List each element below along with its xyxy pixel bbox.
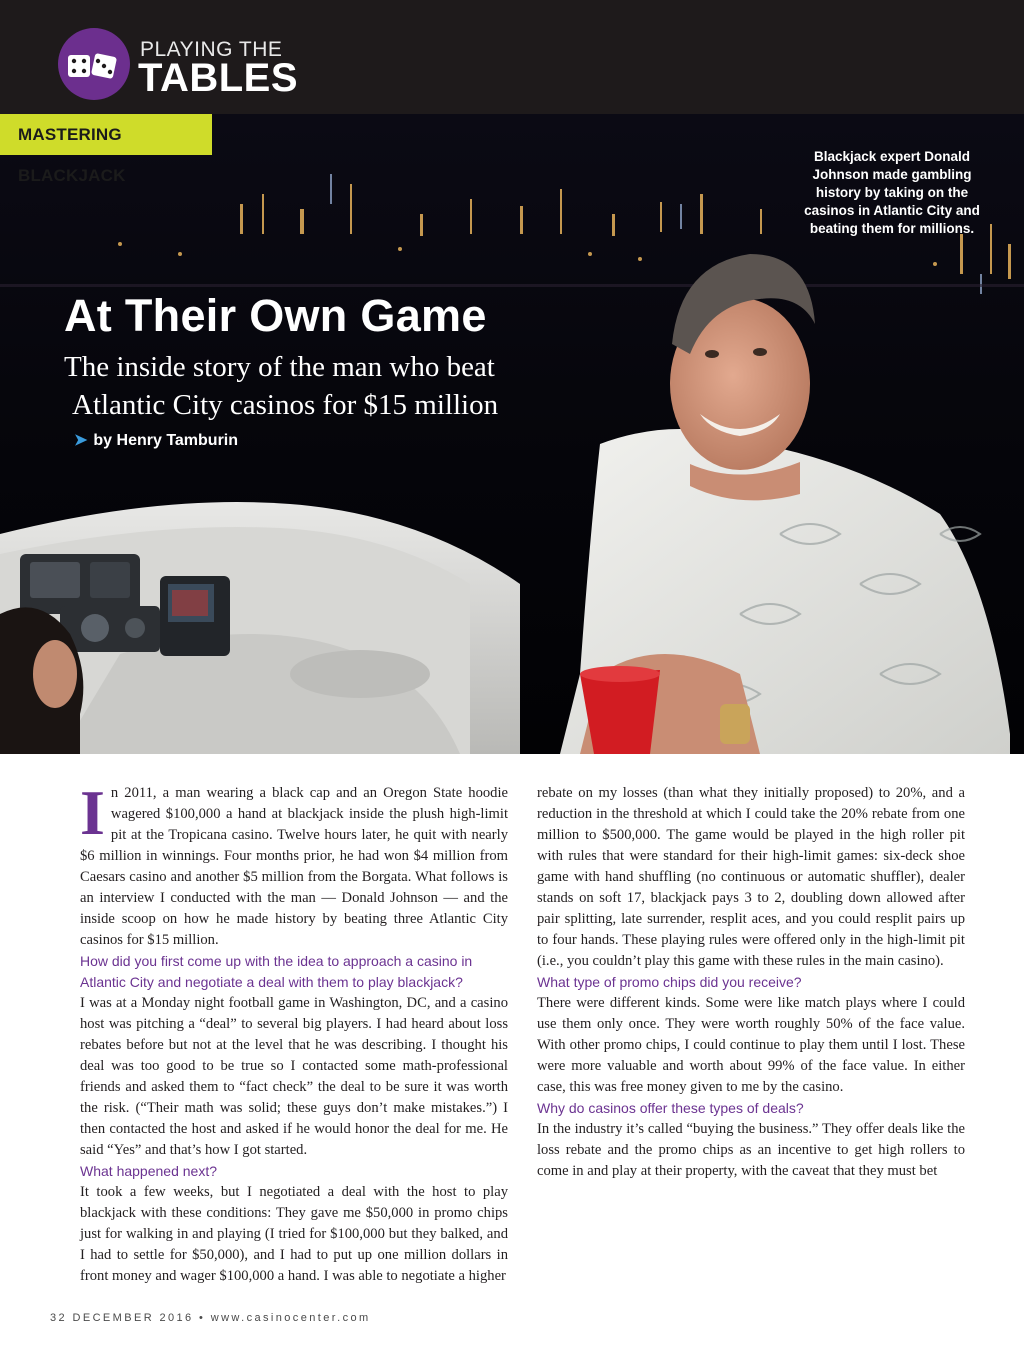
section-tag: MASTERING BLACKJACK	[0, 114, 212, 155]
question-1: How did you first come up with the idea to approach a casino in Atlantic City and negotiate a deal with them to play blackjack?	[80, 953, 473, 990]
answer-4: In the industry it’s called “buying the business.” They offer deals like the loss rebate and the promo chips as an incentive to get high rollers to come in and play at their property, with the caveat that they must bet	[537, 1121, 965, 1179]
article-title: At Their Own Game	[64, 290, 487, 341]
answer-3: There were different kinds. Some were like match plays where I could use them only once. They were worth roughly 50% of the face value. With other promo chips, I could continue to play them until I lost. These were more valuable and worth about 99% of the face value. In either case, this was free money given to me by the casino.	[537, 995, 965, 1095]
logo-text-big: TABLES	[138, 56, 299, 100]
question-4: Why do casinos offer these types of deals?	[537, 1100, 804, 1116]
page-footer: 32 DECEMBER 2016 • www.casinocenter.com	[50, 1312, 371, 1324]
drop-cap: I	[80, 777, 105, 848]
answer-2-continued: rebate on my losses (than what they initially proposed) to 20%, and a reduction in the threshold at which I could take the 20% rebate from one million to $500,000. The game would be played in the high roller pit with rules that were standard for their high-limit games: six-deck shoe game with hand shuffling (no continuous or automatic shuffler), dealer stands on soft 17, blackjack pays 3 to 2, doubling down allowed after pair splitting, late surrender, resplit aces, and you could resplit pairs up to four hands. These playing rules were offered only in the high-limit pit (i.e., you couldn’t play this game with these rules in the main casino).	[537, 785, 965, 969]
byline	[74, 430, 238, 450]
article-subtitle	[64, 348, 624, 424]
article-column-right	[537, 783, 965, 1182]
article-column-left	[80, 777, 508, 1287]
photo-caption: Blackjack expert Donald Johnson made gambling history by taking on the casinos in Atlantic City and beating them for millions.	[804, 149, 980, 236]
subtitle-line-2: Atlantic City casinos for $15 million	[72, 389, 499, 421]
intro-text: n 2011, a man wearing a black cap and an Oregon State hoodie wagered $100,000 a hand at blackjack inside the plush high-limit pit at the Tropicana casino. Twelve hours later, he quit with nearly $6 million in winnings. Four months prior, he had won $4 million from Caesars casino and another $5 million from the Borgata. What follows is an interview I conducted with the man — Donald Johnson — and the inside scoop on how he made history by beating three Atlantic City casinos for $15 million.	[80, 785, 508, 948]
subtitle-line-1: The inside story of the man who beat	[64, 351, 495, 383]
question-2: What happened next?	[80, 1163, 217, 1179]
answer-2: It took a few weeks, but I negotiated a deal with the host to play blackjack with these conditions: They gave me $50,000 in promo chips just for walking in and playing (I tried for $100,000 but they balked, and I had to settle for $50,000), and I had to put up one million dollars in front money and wager $100,000 a hand. I was able to negotiate a higher	[80, 1184, 508, 1284]
question-3: What type of promo chips did you receive?	[537, 974, 802, 990]
byline-text: by Henry Tamburin	[93, 432, 239, 449]
answer-1: I was at a Monday night football game in Washington, DC, and a casino host was pitching a “deal” to several big players. I had heard about loss rebates before but not at the level that he was describing. I thought his deal was too good to be true so I contacted some math-professional friends and asked them to “fact check” the deal to be sure it was worth the risk. (“Their math was solid; these guys don’t make mistakes.”) I then contacted the host and asked if he would honor the deal for me. He said “Yes” and that’s how I got started.	[80, 995, 508, 1158]
intro-paragraph	[80, 777, 508, 951]
logo-text-small: PLAYING THE	[140, 38, 283, 61]
dice-icon	[66, 52, 122, 80]
arrow-right-icon: ➤	[74, 432, 88, 449]
